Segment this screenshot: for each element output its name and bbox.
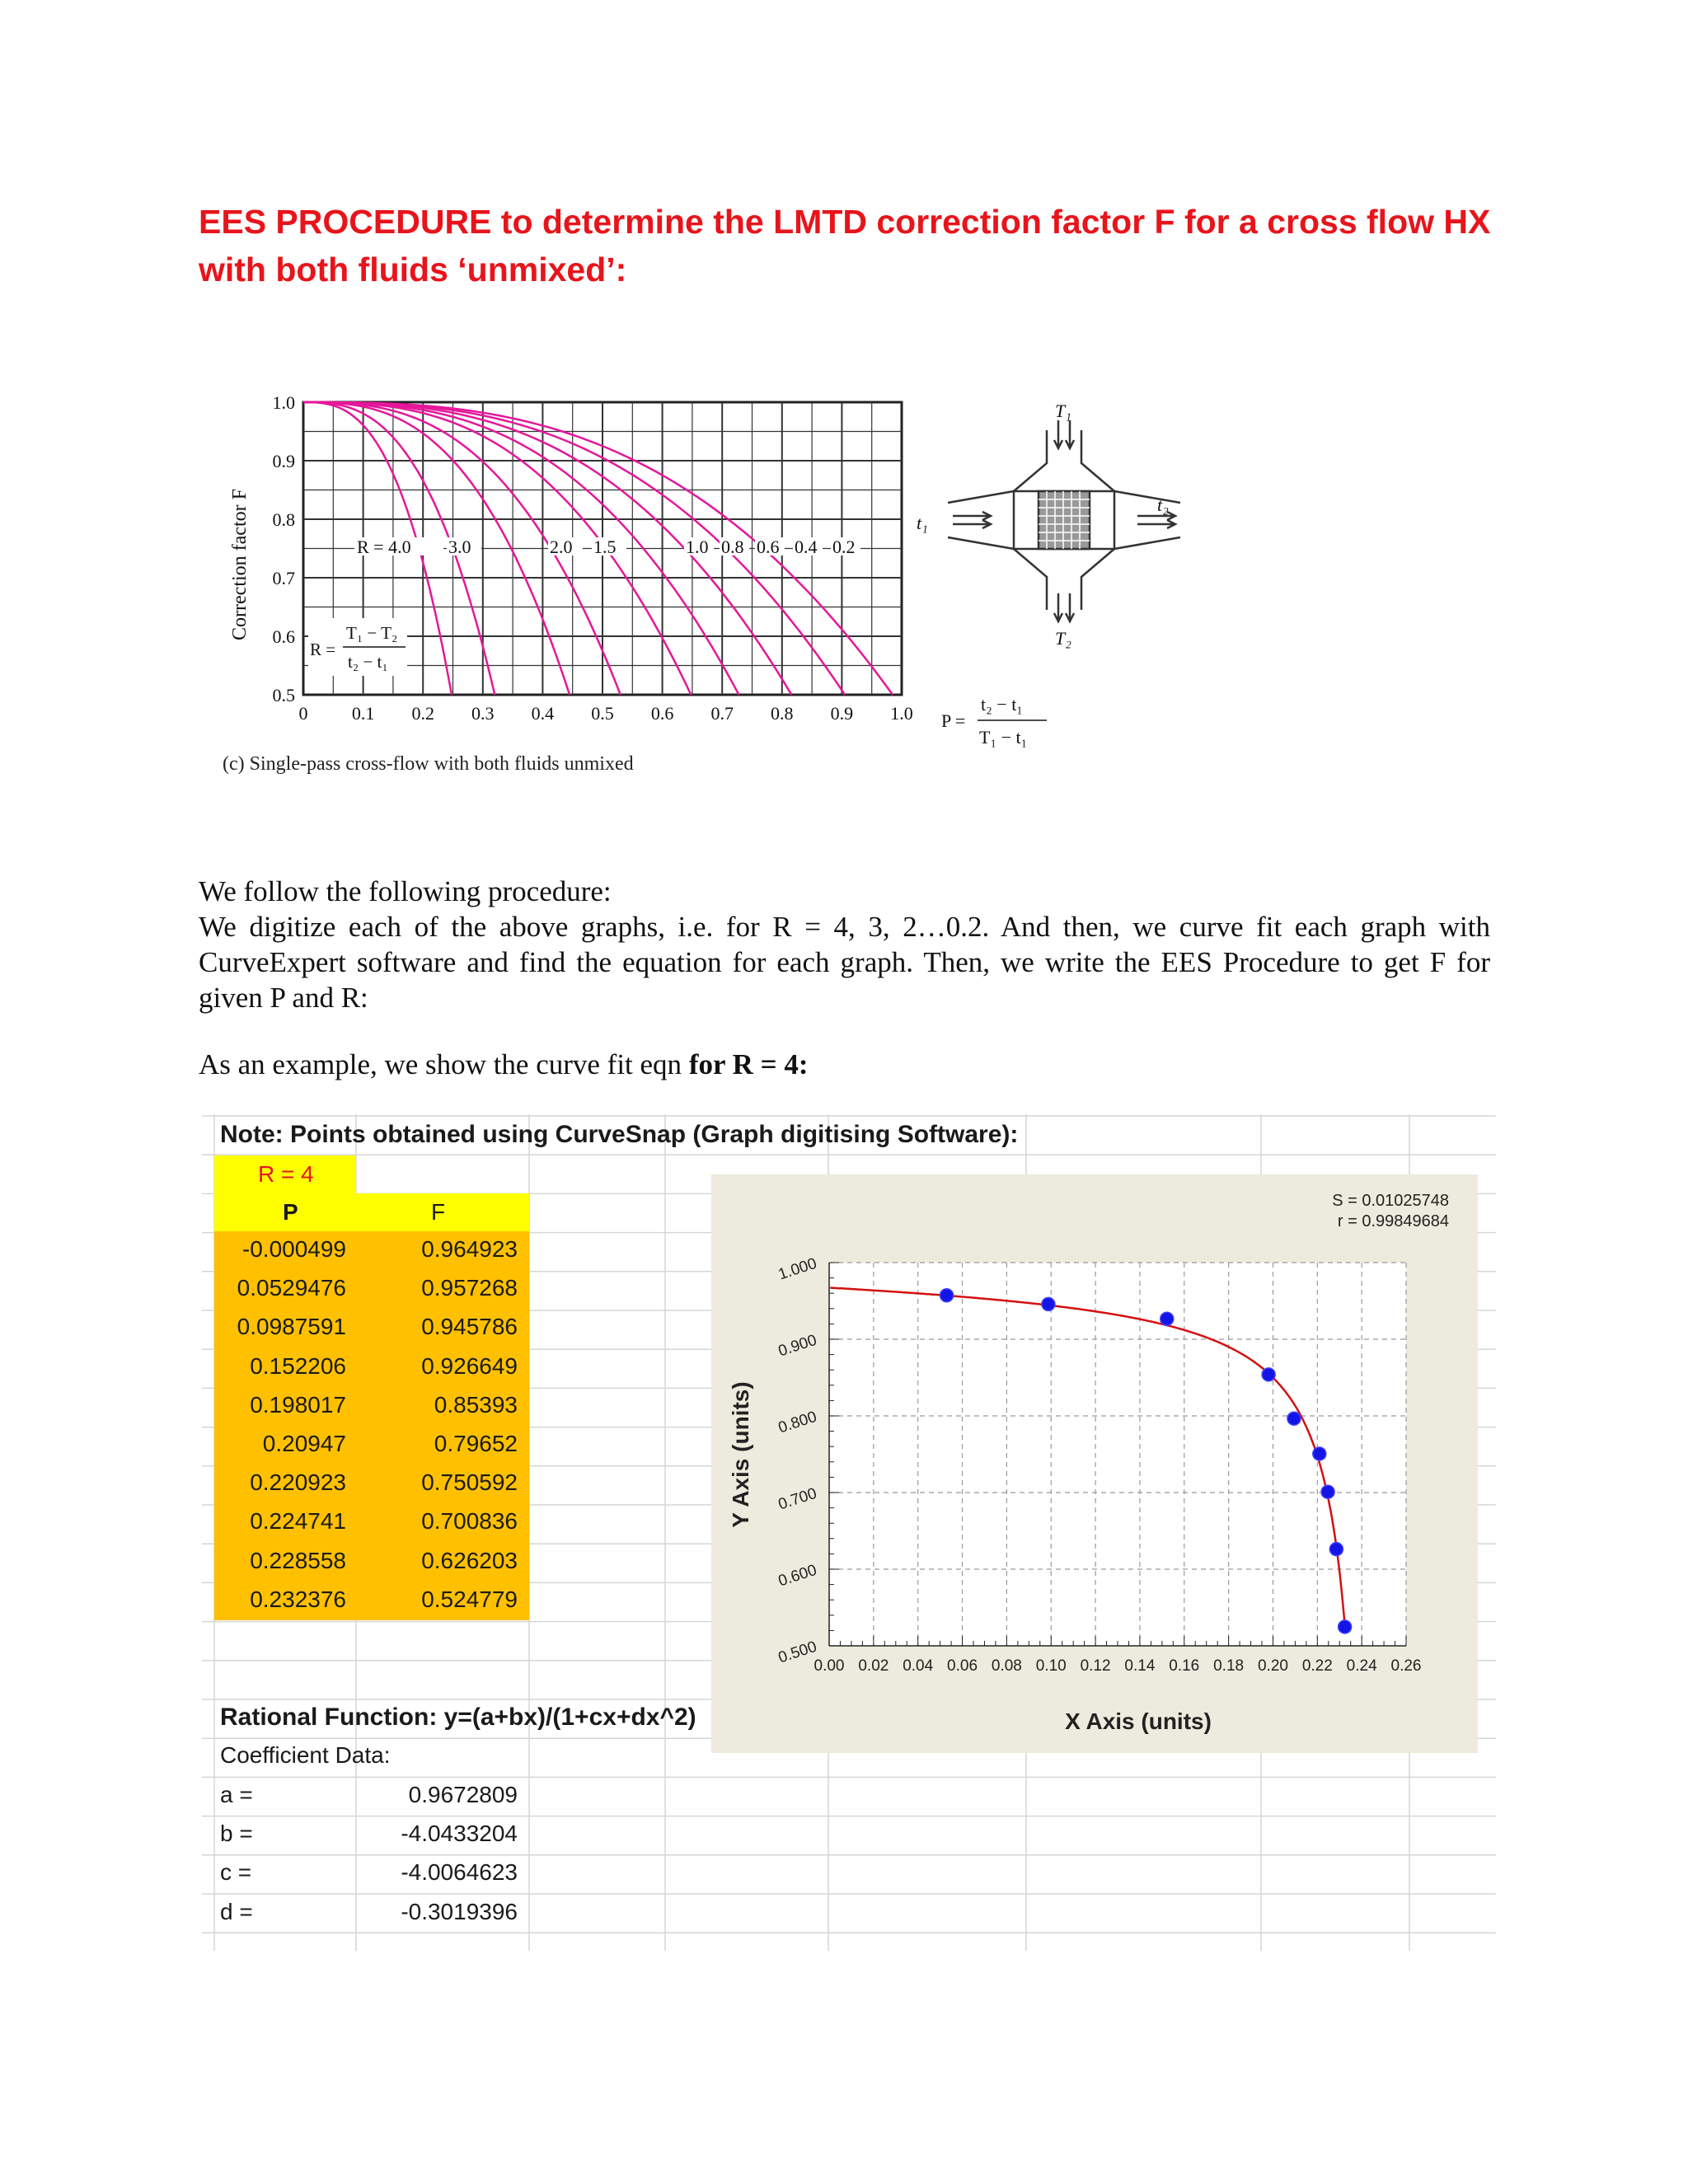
procedure-paragraph (199, 874, 1490, 1015)
figure-r-labels (354, 537, 860, 557)
figure-x-ticks (299, 703, 913, 724)
rational-function-label: Rational Function: y=(a+bx)/(1+cx+dx^2) (220, 1704, 696, 1731)
hx-label-t1: t₁ (917, 513, 928, 533)
coefficient-data-label: Coefficient Data: (220, 1742, 391, 1768)
procedure-line-2: We digitize each of the above graphs, i.e. for R = 4, 3, 2…0.2. And then, we curve fit each graph with CurveExpert software and find the equation for each graph. Then, we write the EES Procedure to get F for given P and R: (199, 911, 1490, 1014)
example-text: As an example, we show the curve fit eqn (199, 1048, 689, 1080)
data-point (1160, 1312, 1174, 1325)
fig-y-tick: 1.0 (272, 392, 295, 413)
fig-y-tick: 0.8 (272, 509, 295, 530)
r-definition (308, 618, 407, 676)
data-point (1042, 1297, 1055, 1310)
chart-x-tick: 0.24 (1346, 1657, 1377, 1675)
procedure-line-1: We follow the following procedure: (199, 875, 612, 907)
chart-x-tick: 0.26 (1390, 1657, 1422, 1675)
header-p[interactable]: P (283, 1199, 298, 1225)
example-bold: for R = 4: (688, 1048, 809, 1080)
cell-p[interactable]: 0.224741 (250, 1508, 346, 1535)
r-def-lhs: R = (310, 640, 336, 659)
cell-p[interactable]: 0.0529476 (237, 1275, 346, 1301)
cell-f[interactable]: 0.945786 (421, 1314, 518, 1340)
hx-label-T1: T₁ (1055, 401, 1071, 421)
cell-p[interactable]: 0.232376 (250, 1586, 346, 1612)
title-line-2: with both fluids ‘unmixed’: (199, 251, 627, 288)
r-label-0-6: 0.6 (757, 537, 780, 557)
header-row-bg (214, 1193, 529, 1231)
coef-name[interactable]: c = (220, 1859, 252, 1886)
r-label-0-4: 0.4 (795, 537, 818, 557)
r-def-den: t₂ − t₁ (348, 652, 388, 672)
cell-p[interactable]: 0.220923 (250, 1469, 346, 1496)
cell-f[interactable]: 0.700836 (421, 1508, 518, 1535)
coef-name[interactable]: a = (220, 1782, 253, 1807)
chart-x-tick: 0.18 (1213, 1657, 1245, 1675)
fig-x-tick: 0.3 (471, 703, 495, 724)
data-point (1313, 1447, 1326, 1460)
coef-value[interactable]: -0.3019396 (401, 1898, 518, 1924)
chart-x-tick: 0.00 (814, 1657, 845, 1675)
cell-f[interactable]: 0.957268 (421, 1275, 518, 1301)
coef-name[interactable]: b = (220, 1821, 253, 1847)
p-definition (941, 694, 1047, 748)
data-point (1321, 1485, 1334, 1498)
data-point (1287, 1412, 1301, 1425)
cell-p[interactable]: 0.228558 (250, 1547, 346, 1573)
r-label-0-2: 0.2 (832, 537, 856, 557)
coef-name[interactable]: d = (220, 1898, 253, 1924)
r-label-0-8: 0.8 (721, 537, 744, 557)
chart-x-tick: 0.04 (903, 1657, 934, 1675)
cell-f[interactable]: 0.964923 (421, 1236, 518, 1262)
data-point (1262, 1368, 1275, 1381)
fig-x-tick: 0.9 (830, 703, 854, 724)
fig-x-tick: 0.4 (531, 703, 555, 724)
correction-factor-figure (223, 387, 1195, 783)
fig-y-tick: 0.5 (272, 685, 295, 705)
title-line-1: EES PROCEDURE to determine the LMTD correction factor F for a cross flow HX (199, 203, 1491, 241)
chart-x-tick: 0.20 (1257, 1657, 1288, 1675)
coef-value[interactable]: -4.0433204 (401, 1821, 518, 1847)
sheet-note: Note: Points obtained using CurveSnap (Graph digitising Software): (220, 1121, 1019, 1148)
cell-p[interactable]: 0.20947 (262, 1431, 346, 1456)
r-label-3: 3.0 (448, 537, 471, 557)
chart-y-tick: 0.800 (776, 1408, 819, 1437)
fig-x-tick: 0.6 (650, 703, 674, 724)
fig-x-tick: 0.2 (411, 703, 434, 724)
chart-x-tick: 0.14 (1124, 1657, 1156, 1675)
r-label-4: R = 4.0 (357, 537, 411, 557)
chart-y-tick: 0.900 (776, 1331, 819, 1361)
figure-y-ticks (273, 392, 296, 705)
cell-f[interactable]: 0.79652 (434, 1431, 518, 1456)
chart-y-tick: 0.500 (776, 1638, 819, 1667)
hx-label-T2: T₂ (1055, 628, 1071, 649)
hx-label-t2: t₂ (1157, 494, 1169, 515)
data-point (940, 1289, 954, 1302)
chart-x-tick: 0.10 (1035, 1657, 1067, 1675)
r-label-1-5: 1.5 (593, 537, 617, 557)
fig-x-tick: 0 (298, 703, 308, 724)
p-def-den: T₁ − t₁ (979, 727, 1028, 748)
p-def-num: t₂ − t₁ (981, 694, 1023, 715)
chart-x-tick: 0.22 (1301, 1657, 1333, 1675)
chart-stat-r: r = 0.99849684 (1337, 1212, 1449, 1230)
data-point (1339, 1620, 1352, 1633)
curve-fit-chart (711, 1174, 1478, 1753)
fig-y-tick: 0.7 (272, 568, 295, 588)
example-paragraph (199, 1047, 1490, 1082)
fig-y-tick: 0.9 (272, 451, 295, 471)
cell-f[interactable]: 0.85393 (434, 1391, 518, 1418)
r-label-1-0: 1.0 (686, 537, 709, 557)
data-point (1329, 1543, 1343, 1556)
cell-p[interactable]: 0.0987591 (237, 1314, 346, 1340)
coef-value[interactable]: 0.9672809 (408, 1782, 518, 1807)
cell-f[interactable]: 0.626203 (421, 1547, 518, 1573)
chart-y-tick: 0.700 (776, 1484, 819, 1514)
cell-p[interactable]: -0.000499 (241, 1236, 346, 1262)
chart-x-tick: 0.08 (991, 1657, 1022, 1675)
chart-x-label: X Axis (units) (1065, 1708, 1212, 1734)
cross-flow-hx-schematic (948, 420, 1180, 621)
fig-x-tick: 1.0 (890, 703, 913, 724)
cell-f[interactable]: 0.524779 (421, 1586, 518, 1612)
chart-stat-s: S = 0.01025748 (1332, 1192, 1449, 1210)
fig-x-tick: 0.7 (710, 703, 734, 724)
p-def-lhs: P = (941, 710, 966, 731)
chart-x-tick: 0.12 (1080, 1657, 1111, 1675)
cell-f[interactable]: 0.926649 (421, 1352, 518, 1379)
fig-x-tick: 0.5 (591, 703, 614, 724)
chart-y-label: Y Axis (units) (728, 1381, 753, 1528)
chart-y-tick: 0.600 (776, 1561, 819, 1591)
fig-x-tick: 0.1 (351, 703, 375, 724)
chart-y-tick: 1.000 (776, 1254, 819, 1284)
r-def-num: T₁ − T₂ (346, 623, 398, 643)
cell-p[interactable]: 0.198017 (250, 1391, 346, 1418)
header-f[interactable]: F (431, 1199, 446, 1225)
chart-x-tick: 0.06 (947, 1657, 978, 1675)
r-label-2: 2.0 (550, 537, 573, 557)
chart-x-tick: 0.02 (858, 1657, 889, 1675)
fig-y-tick: 0.6 (272, 626, 295, 647)
figure-y-axis-label: Correction factor F (229, 489, 251, 640)
r-value-cell[interactable]: R = 4 (258, 1161, 314, 1187)
fig-x-tick: 0.8 (771, 703, 794, 724)
coef-value[interactable]: -4.0064623 (401, 1859, 518, 1886)
cell-p[interactable]: 0.152206 (250, 1352, 346, 1379)
page-title (199, 198, 1550, 293)
figure-caption: (c) Single-pass cross-flow with both fluids unmixed (223, 753, 634, 775)
cell-f[interactable]: 0.750592 (421, 1469, 518, 1496)
chart-x-tick: 0.16 (1169, 1657, 1200, 1675)
